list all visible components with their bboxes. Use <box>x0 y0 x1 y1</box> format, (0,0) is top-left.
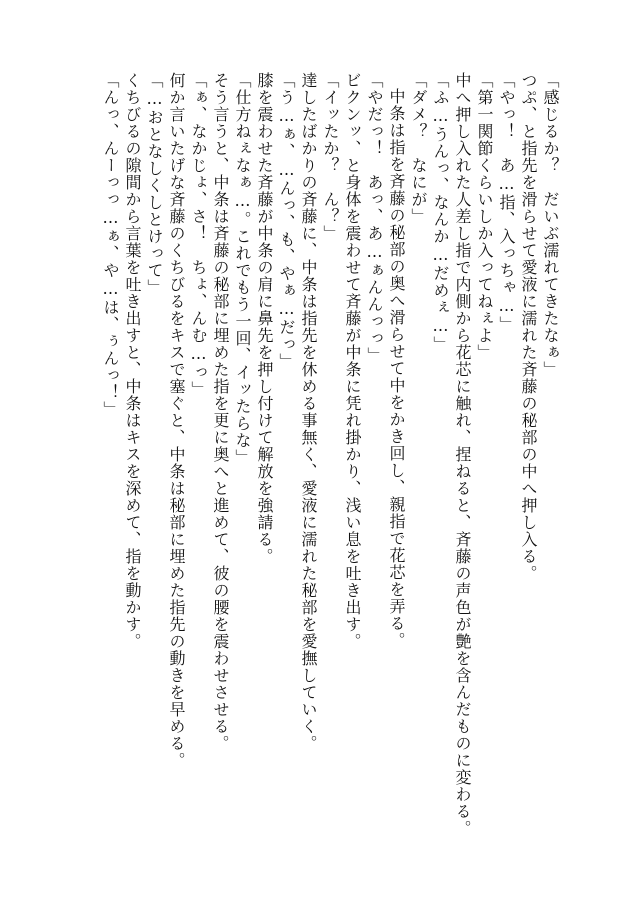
text-line: ビクンッ、と身体を震わせて斉藤が中条に凭れ掛かり、浅い息を吐き出す。 <box>343 72 362 650</box>
text-line: くちびるの隙間から言葉を吐き出すと、中条はキスを深めて、指を動かす。 <box>123 72 142 650</box>
text-line: 「第一関節くらいしか入ってねぇよ」 <box>475 72 494 361</box>
text-line: 「…おとなしくしとけって」 <box>145 72 164 296</box>
text-line: 何か言いたげな斉藤のくちびるをキスで塞ぐと、中条は秘部に埋めた指先の動きを早める。 <box>167 72 186 769</box>
vertical-text-body <box>99 72 561 837</box>
text-line: 「う…ぁ、…んっ、も、やぁ…だっ」 <box>277 72 296 370</box>
text-line: 「ダメ？ なにが」 <box>409 72 428 225</box>
text-line: 中条は指を斉藤の秘部の奥へ滑らせて中をかき回し、親指で花芯を弄る。 <box>387 88 406 649</box>
text-line: 「やっ！ あ…指、入っちゃ…」 <box>497 72 516 333</box>
text-line: 「ぁ、なかじょ、さ！ ちょ、んむ…っ」 <box>189 72 208 398</box>
text-line: 「感じるか？ だいぶ濡れてきたなぁ」 <box>541 72 560 378</box>
text-line: 達したばかりの斉藤に、中条は指先を休める事無く、愛液に濡れた秘部を愛撫していく。 <box>299 72 318 752</box>
text-line: 中へ押し入れた人差し指で内側から花芯に触れ、捏ねると、斉藤の声色が艶を含んだものに変わる。 <box>453 72 472 837</box>
text-line: そう言うと、中条は斉藤の秘部に埋めた指を更に奥へと進めて、彼の腰を震わせさせる。 <box>211 72 230 752</box>
text-line: 膝を震わせた斉藤が中条の肩に鼻先を押し付けて解放を強請る。 <box>255 72 274 565</box>
text-line: 「イッたか？ ん？」 <box>321 72 340 242</box>
text-line: 「仕方ねぇなぁ…。これでもう一回、イッたらな」 <box>233 72 252 466</box>
text-line: 「ふ…うんっ、なんか…だめぇ…」 <box>431 72 450 353</box>
text-line: 「やだっ！ あっ、あ…ぁんんっっ」 <box>365 72 384 364</box>
text-line: 「んっ、んーっっ…ぁ、や…は、ぅんっ！」 <box>101 72 120 418</box>
text-line: つぷ、と指先を滑らせて愛液に濡れた斉藤の秘部の中へ押し入る。 <box>519 72 538 582</box>
